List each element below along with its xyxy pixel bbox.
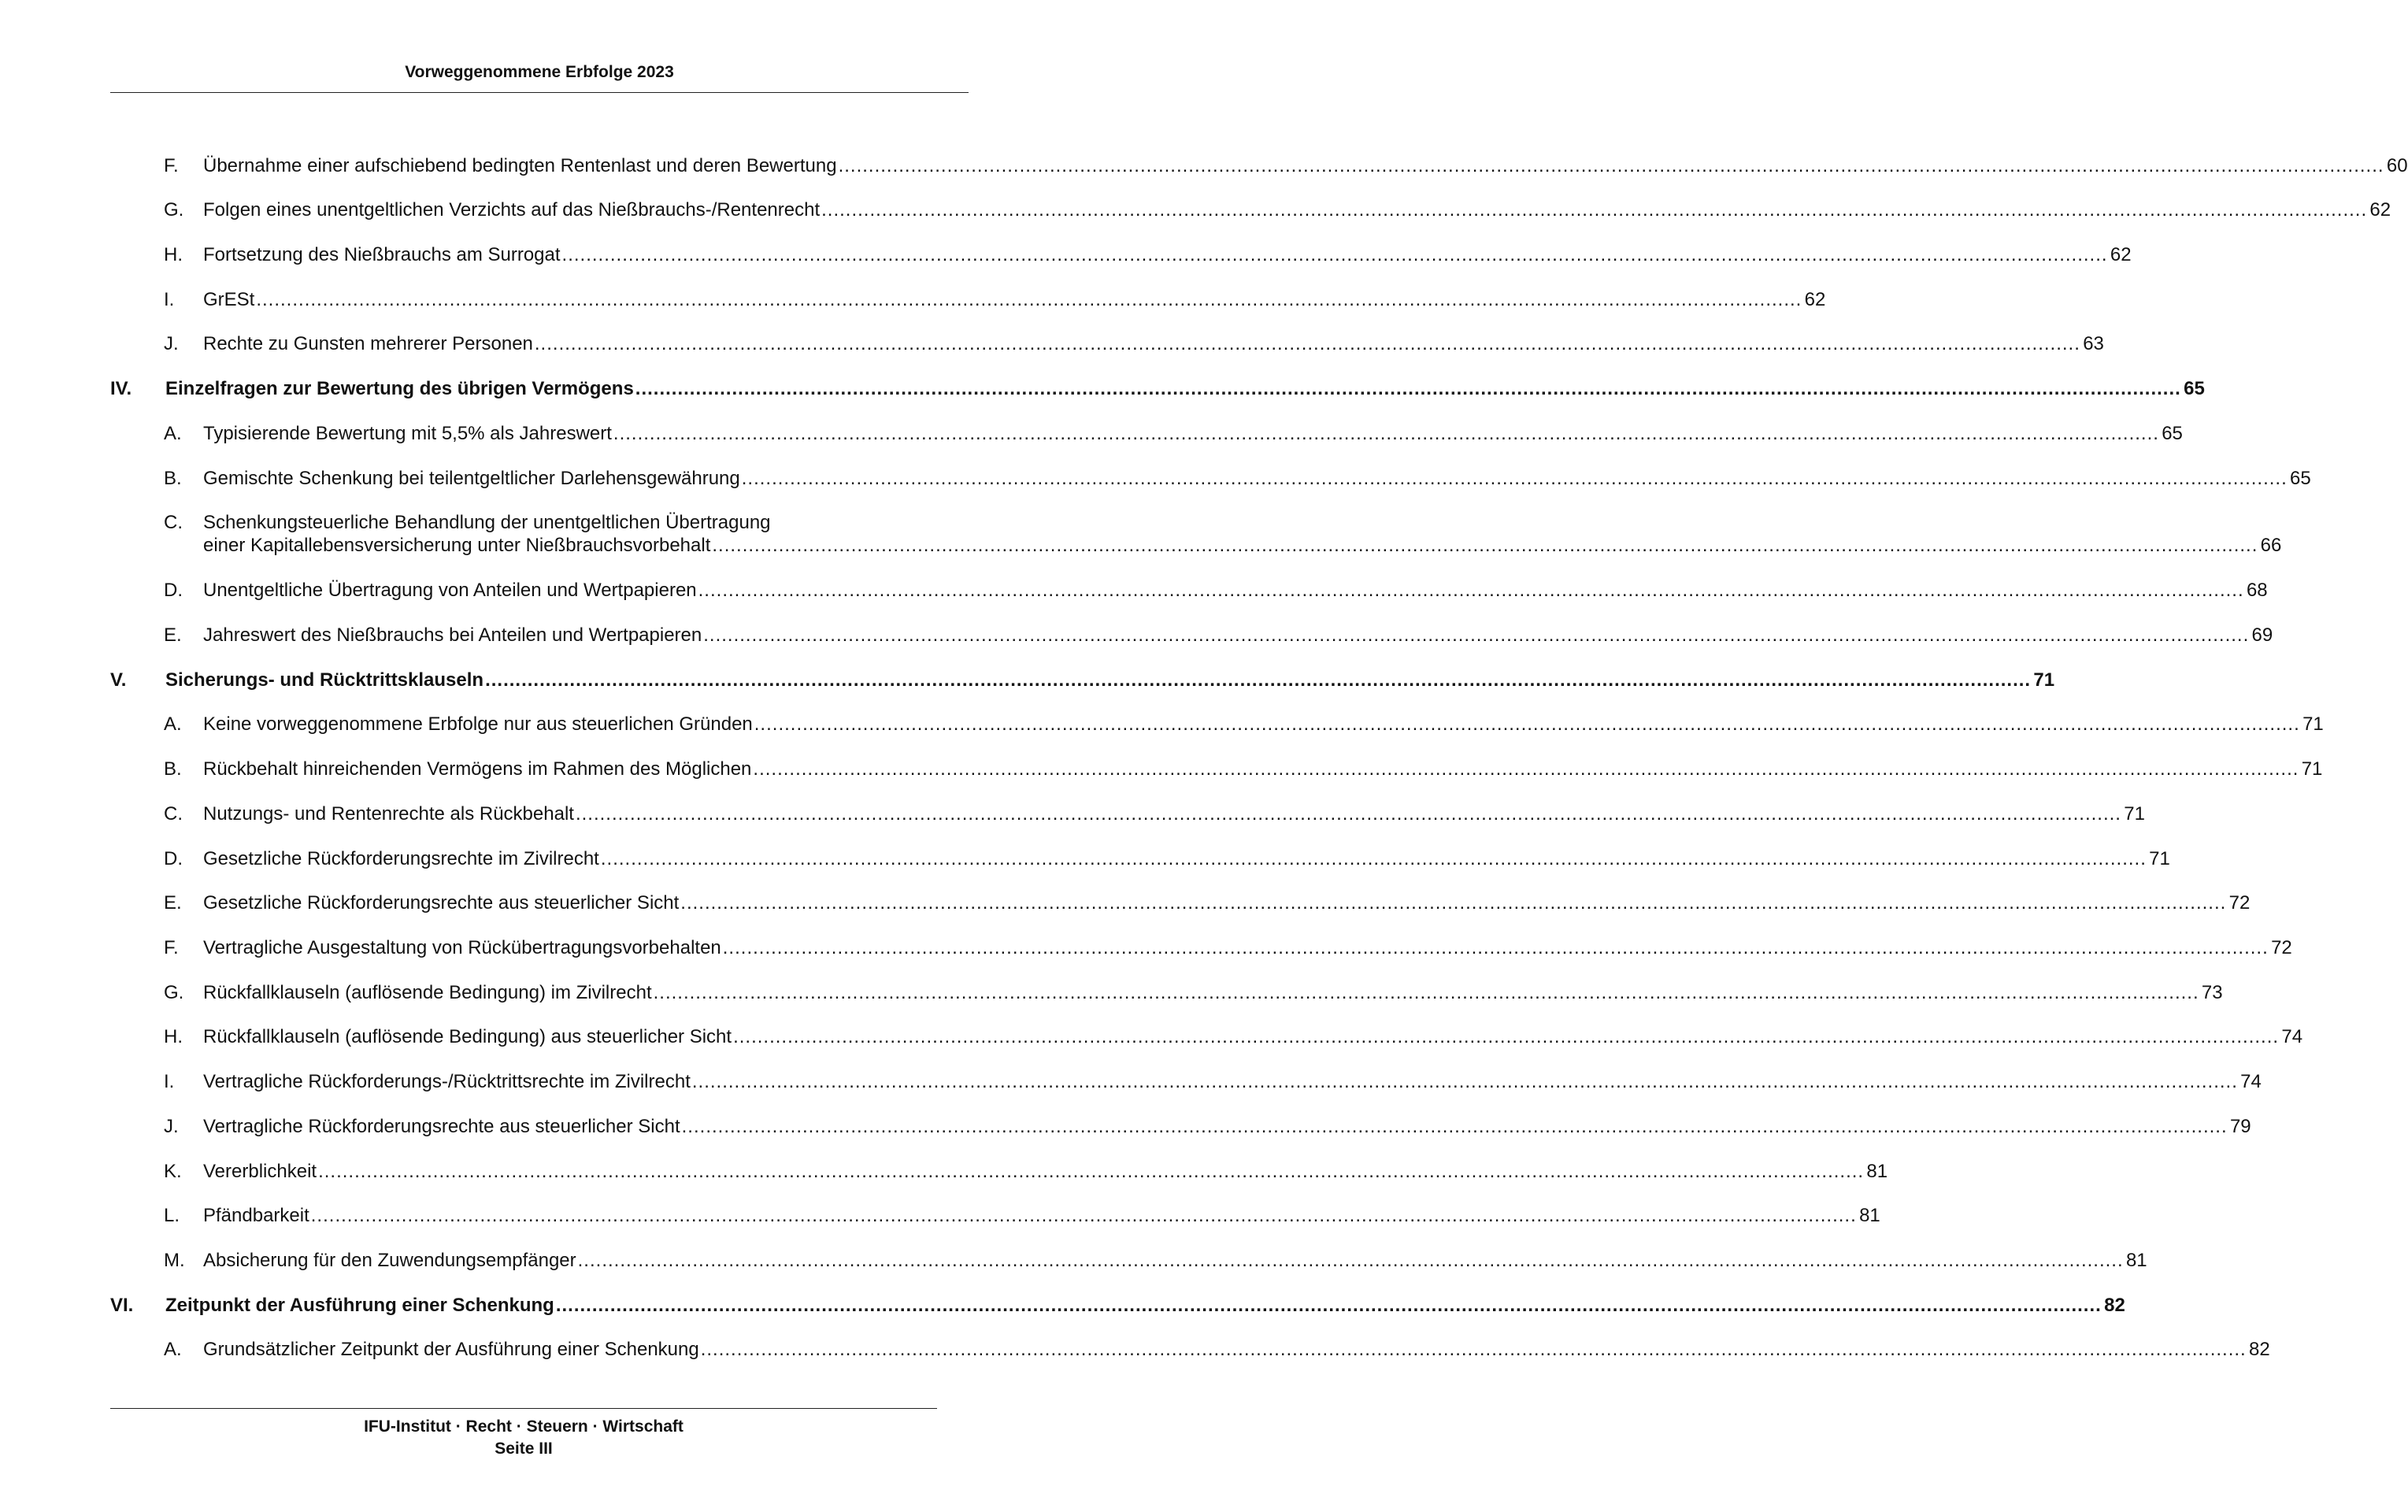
toc-dot-leader: [635, 377, 2181, 400]
toc-entry[interactable]: [110, 1204, 1880, 1227]
toc-entry-page: 60: [2386, 155, 2408, 176]
toc-entry-page: 82: [2249, 1339, 2270, 1360]
toc-dot-leader: [562, 243, 2108, 266]
toc-dot-leader: [753, 758, 2299, 780]
toc-entry-page: 62: [1804, 289, 1826, 310]
toc-entry-title: Pfändbarkeit: [203, 1205, 309, 1226]
toc-entry-title: Rückfallklauseln (auflösende Bedingung) aus steuerlicher Sicht: [203, 1026, 732, 1047]
toc-entry-number: B.: [164, 758, 182, 780]
toc-entry-title: Rückbehalt hinreichenden Vermögens im Rahmen des Möglichen: [203, 758, 752, 780]
toc-entry-number: J.: [164, 333, 179, 354]
toc-entry-title: einer Kapitallebensversicherung unter Nießbrauchsvorbehalt: [203, 535, 711, 556]
toc-entry-page: 63: [2083, 333, 2104, 354]
toc-entry[interactable]: [110, 936, 2292, 959]
footer-institute: IFU-Institut · Recht · Steuern · Wirtschaft: [364, 1418, 684, 1436]
toc-entry-number: B.: [164, 468, 182, 489]
toc-entry-number: M.: [164, 1250, 185, 1271]
toc-entry[interactable]: [110, 624, 2273, 647]
toc-dot-leader: [701, 1338, 2247, 1361]
toc-entry-number: L.: [164, 1205, 180, 1226]
toc-section-number: VI.: [110, 1295, 134, 1316]
toc-entry-title: Vertragliche Ausgestaltung von Rückübertragungsvorbehalten: [203, 937, 721, 958]
toc-entry-page: 71: [2149, 848, 2170, 869]
toc-dot-leader: [680, 891, 2226, 914]
toc-entry-number: F.: [164, 155, 179, 176]
toc-entry[interactable]: [110, 713, 2324, 736]
toc-entry-title: GrESt: [203, 289, 255, 310]
toc-entry-page: 62: [2110, 244, 2132, 265]
toc-entry[interactable]: [110, 1160, 1888, 1183]
toc-entry-title: Gemischte Schenkung bei teilentgeltlicher Darlehensgewährung: [203, 468, 740, 489]
toc-entry-page: 65: [2290, 468, 2311, 489]
toc-entry-title: Unentgeltliche Übertragung von Anteilen und Wertpapieren: [203, 580, 697, 601]
toc-entry[interactable]: [110, 847, 2170, 870]
toc-section-title: Einzelfragen zur Bewertung des übrigen Vermögens: [165, 378, 634, 399]
toc-entry[interactable]: [110, 467, 2311, 490]
toc-entry[interactable]: [110, 758, 2323, 780]
toc-entry-number: F.: [164, 937, 179, 958]
toc-entry-page: 71: [2302, 713, 2324, 735]
toc-entry[interactable]: [110, 579, 2268, 602]
toc-section[interactable]: [110, 669, 2055, 691]
toc-dot-leader: [839, 154, 2384, 177]
toc-entry[interactable]: [110, 1025, 2303, 1048]
toc-section-page: 65: [2184, 378, 2205, 399]
toc-entry-title: Absicherung für den Zuwendungsempfänger: [203, 1250, 576, 1271]
toc-entry[interactable]: [110, 1338, 2270, 1361]
toc-entry[interactable]: [110, 802, 2145, 825]
toc-dot-leader: [698, 579, 2244, 602]
toc-entry-title: Keine vorweggenommene Erbfolge nur aus steuerlichen Gründen: [203, 713, 753, 735]
toc-entry-page: 72: [2271, 937, 2292, 958]
toc-entry-number: E.: [164, 624, 182, 646]
toc-entry[interactable]: [110, 511, 2282, 557]
toc-entry-page: 72: [2228, 892, 2251, 914]
toc-entry-page: 81: [2125, 1250, 2147, 1271]
toc-entry-title: Gesetzliche Rückforderungsrechte im Zivilrecht: [203, 848, 599, 869]
toc-entry-number: E.: [164, 892, 182, 914]
toc-dot-leader: [256, 288, 1802, 311]
toc-dot-leader: [712, 534, 2258, 557]
toc-entry-title: Typisierende Bewertung mit 5,5% als Jahreswert: [203, 423, 612, 444]
toc-entry-number: K.: [164, 1161, 182, 1182]
toc-section-page: 82: [2104, 1295, 2125, 1316]
toc-entry-title: Vertragliche Rückforderungsrechte aus steuerlicher Sicht: [203, 1116, 680, 1137]
toc-section-title: Sicherungs- und Rücktrittsklauseln: [165, 669, 484, 691]
toc-entry-number: I.: [164, 289, 175, 310]
header-divider: [110, 92, 969, 93]
toc-entry-title: Rechte zu Gunsten mehrerer Personen: [203, 333, 533, 354]
toc-entry-page: 73: [2201, 982, 2223, 1003]
toc-entry-page: 65: [2162, 423, 2183, 444]
toc-entry-page: 74: [2281, 1026, 2303, 1047]
toc-entry[interactable]: [110, 198, 2391, 221]
toc-dot-leader: [535, 332, 2080, 355]
toc-entry-page: 69: [2251, 624, 2273, 646]
toc-dot-leader: [821, 198, 2367, 221]
toc-entry-page: 66: [2260, 535, 2282, 556]
toc-entry-number: A.: [164, 423, 182, 444]
toc-dot-leader: [485, 669, 2031, 691]
toc-dot-leader: [682, 1115, 2228, 1138]
toc-section-title: Zeitpunkt der Ausführung einer Schenkung: [165, 1295, 554, 1316]
toc-dot-leader: [556, 1294, 2102, 1317]
toc-entry-number: C.: [164, 803, 183, 825]
toc-entry-title: Rückfallklauseln (auflösende Bedingung) im Zivilrecht: [203, 982, 652, 1003]
toc-dot-leader: [733, 1025, 2279, 1048]
toc-entry[interactable]: [110, 1115, 2251, 1138]
toc-entry-number: A.: [164, 1339, 182, 1360]
toc-entry[interactable]: [110, 154, 2408, 177]
footer-divider: [110, 1408, 937, 1409]
toc-entry-title: Übernahme einer aufschiebend bedingten Rentenlast und deren Bewertung: [203, 155, 837, 176]
toc-entry[interactable]: [110, 891, 2251, 914]
toc-entry-title-line1: Schenkungsteuerliche Behandlung der unentgeltlichen Übertragung: [203, 512, 771, 533]
toc-entry-number: H.: [164, 244, 183, 265]
toc-entry-number: G.: [164, 982, 184, 1003]
toc-entry-number: D.: [164, 580, 183, 601]
toc-dot-leader: [703, 624, 2249, 647]
toc-entry-number: C.: [164, 512, 183, 533]
toc-entry-number: A.: [164, 713, 182, 735]
toc-entry-number: G.: [164, 199, 184, 220]
toc-dot-leader: [754, 713, 2300, 736]
toc-entry-page: 74: [2240, 1071, 2262, 1092]
toc-entry-page: 68: [2246, 580, 2268, 601]
toc-entry[interactable]: [110, 243, 2132, 266]
toc-entry-number: I.: [164, 1071, 175, 1092]
toc-dot-leader: [578, 1249, 2124, 1272]
toc-entry-number: H.: [164, 1026, 183, 1047]
toc-entry-title: Vertragliche Rückforderungs-/Rücktrittsrechte im Zivilrecht: [203, 1071, 691, 1092]
footer-page-number: Seite III: [495, 1440, 553, 1458]
toc-entry-title: Jahreswert des Nießbrauchs bei Anteilen und Wertpapieren: [203, 624, 702, 646]
toc-entry-title: Fortsetzung des Nießbrauchs am Surrogat: [203, 244, 561, 265]
toc-entry-page: 62: [2369, 199, 2391, 220]
toc-entry[interactable]: [110, 332, 2104, 355]
toc-dot-leader: [613, 422, 2159, 445]
toc-section-number: IV.: [110, 378, 132, 399]
toc-section-page: 71: [2033, 669, 2055, 691]
toc-entry[interactable]: [110, 1249, 2147, 1272]
toc-entry-number: J.: [164, 1116, 179, 1137]
toc-entry-page: 81: [1859, 1205, 1880, 1226]
toc-entry-page: 79: [2229, 1116, 2251, 1137]
toc-entry-title: Vererblichkeit: [203, 1161, 317, 1182]
toc-dot-leader: [311, 1204, 1857, 1227]
toc-dot-leader: [742, 467, 2288, 490]
toc-dot-leader: [692, 1070, 2238, 1093]
toc-entry[interactable]: [110, 1070, 2262, 1093]
toc-entry-title: Gesetzliche Rückforderungsrechte aus steuerlicher Sicht: [203, 892, 680, 914]
toc-section[interactable]: [110, 1294, 2125, 1317]
toc-dot-leader: [654, 981, 2199, 1004]
toc-entry[interactable]: [110, 288, 1826, 311]
toc-entry-title: Folgen eines unentgeltlichen Verzichts auf das Nießbrauchs-/Rentenrecht: [203, 199, 821, 220]
toc-entry-number: D.: [164, 848, 183, 869]
toc-dot-leader: [601, 847, 2147, 870]
toc-entry-page: 81: [1866, 1161, 1888, 1182]
toc-dot-leader: [318, 1160, 1864, 1183]
toc-entry[interactable]: [110, 981, 2223, 1004]
toc-dot-leader: [576, 802, 2121, 825]
toc-entry-page: 71: [2301, 758, 2323, 780]
toc-entry-title: Nutzungs- und Rentenrechte als Rückbehalt: [203, 803, 574, 825]
page-header-title: Vorweggenommene Erbfolge 2023: [405, 63, 674, 81]
toc-entry-title: Grundsätzlicher Zeitpunkt der Ausführung einer Schenkung: [203, 1339, 699, 1360]
toc-section[interactable]: [110, 377, 2205, 400]
toc-entry-page: 71: [2124, 803, 2145, 825]
toc-dot-leader: [723, 936, 2269, 959]
toc-entry[interactable]: [110, 422, 2183, 445]
toc-section-number: V.: [110, 669, 127, 691]
